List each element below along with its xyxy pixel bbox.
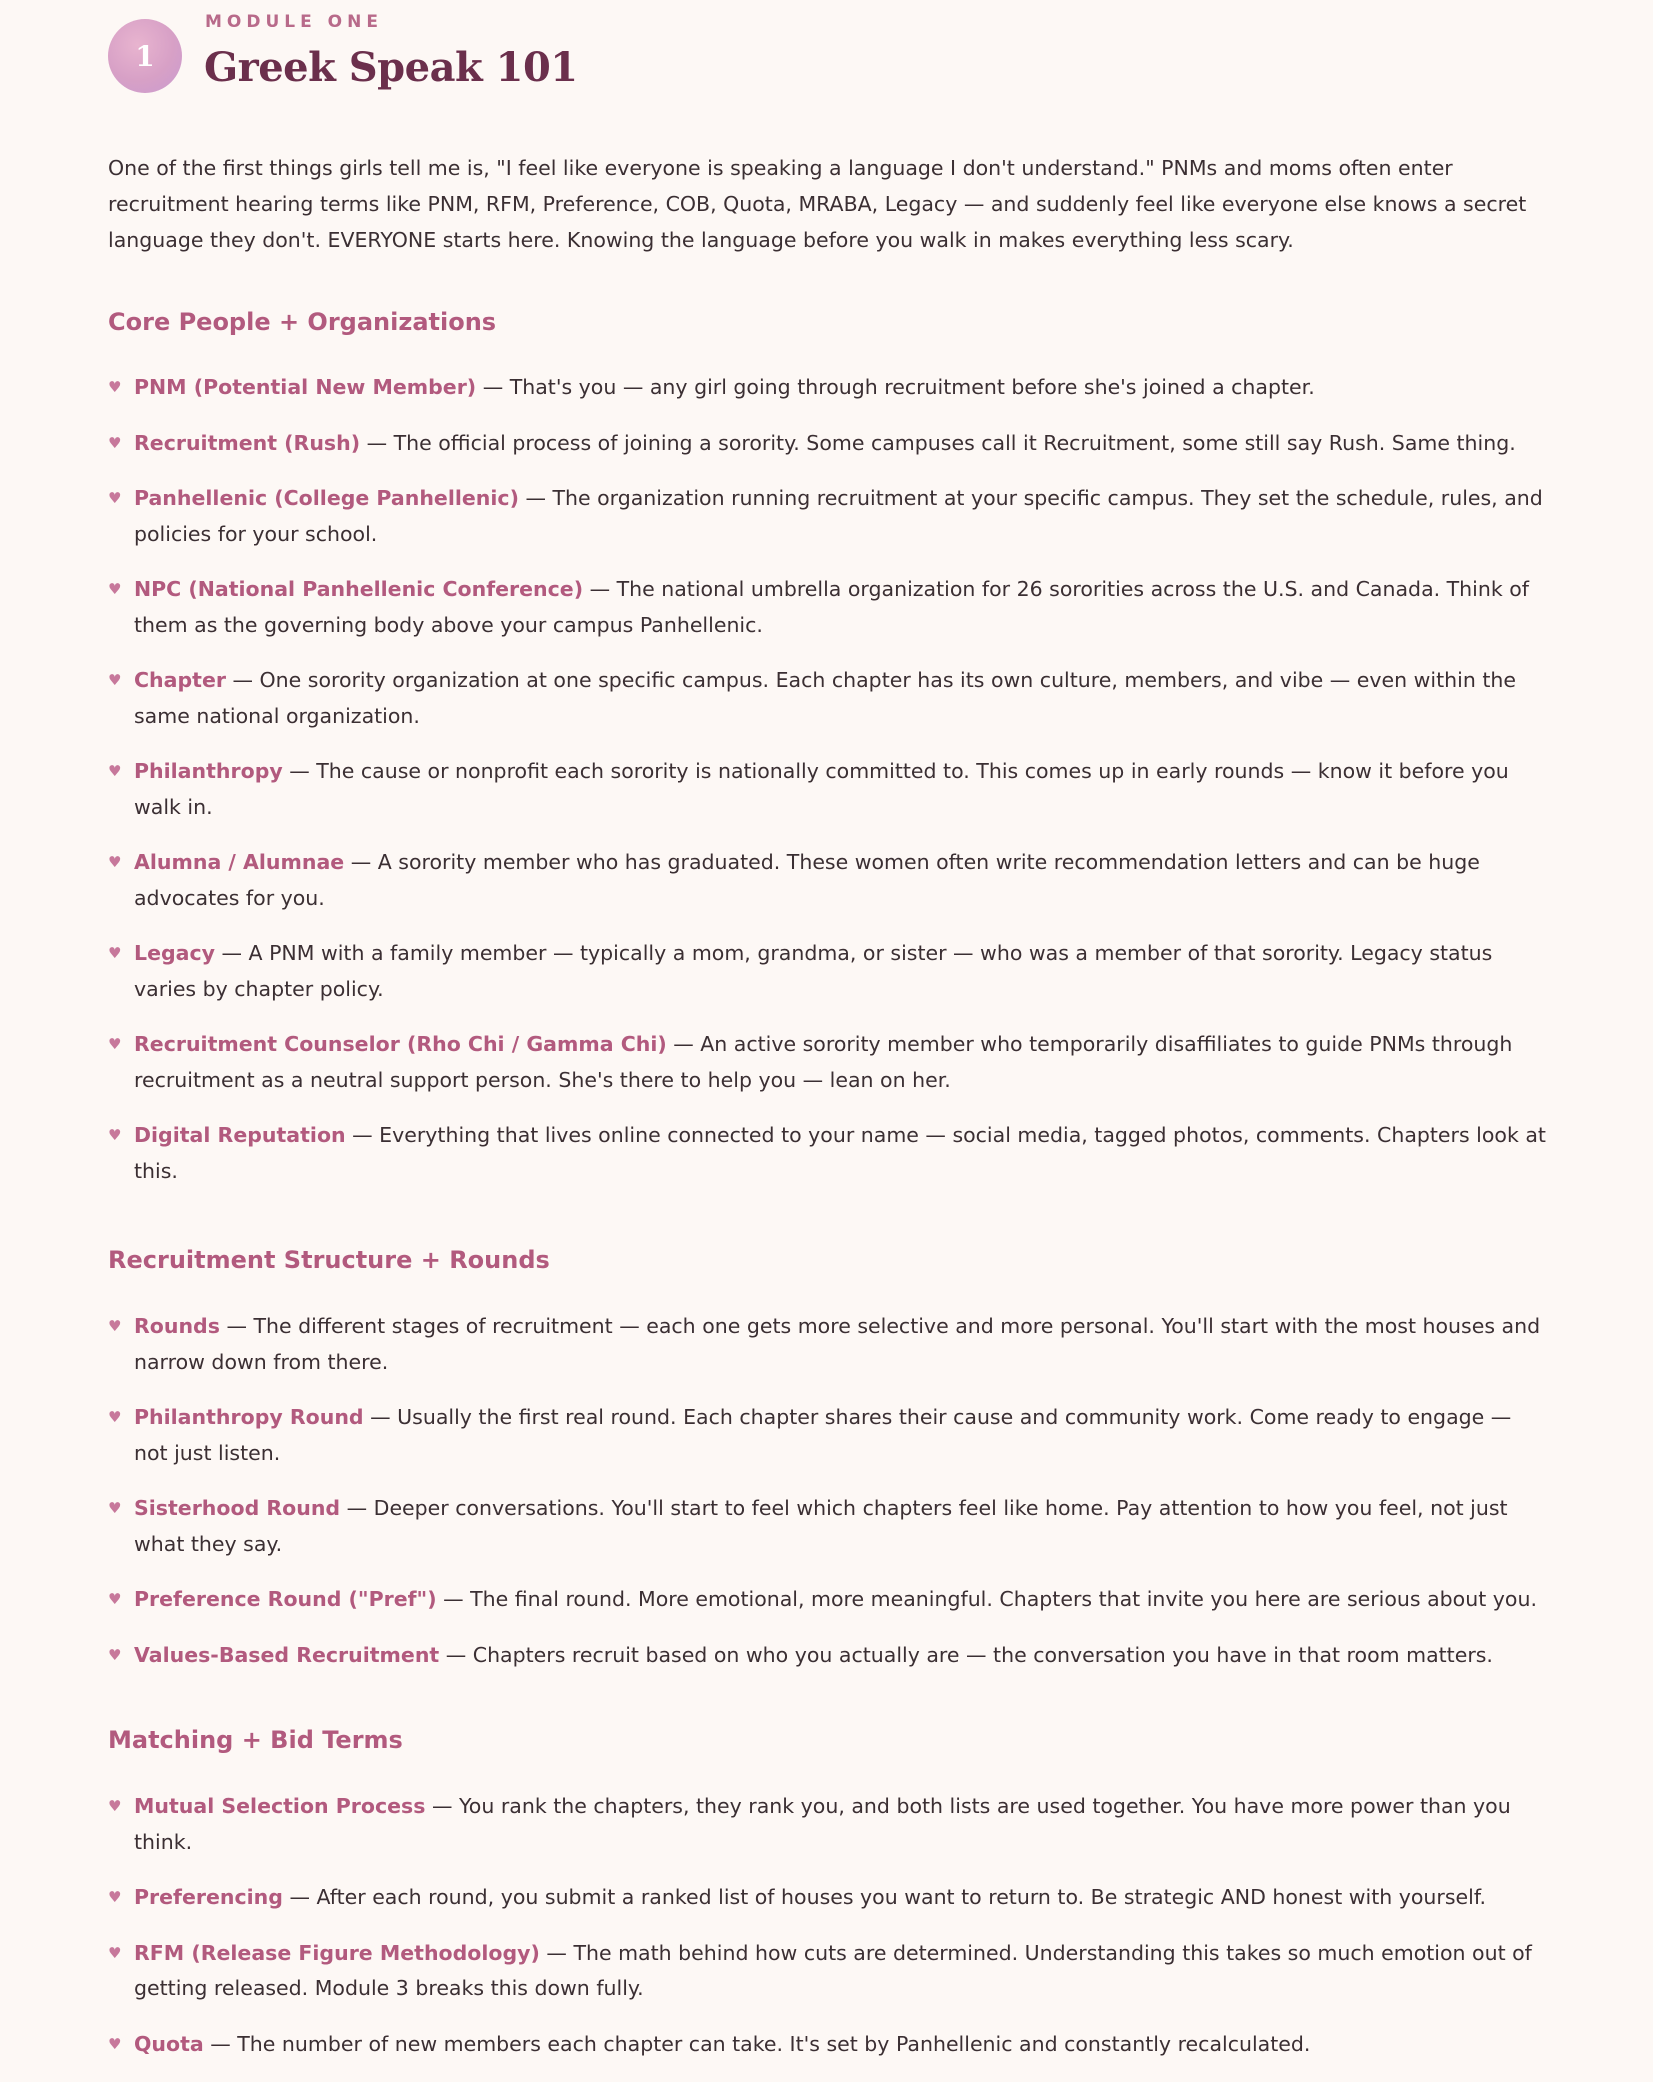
section-heading-matching: Matching + Bid Terms	[108, 1726, 403, 1754]
term-name: Preference Round ("Pref")	[134, 1587, 437, 1611]
term-item	[108, 1880, 1548, 1916]
term-definition: — An active sorority member who temporarily disaffiliates to guide PNMs through recruitment as a neutral support person. She's there to help you — lean on her.	[134, 1032, 1513, 1092]
heart-bullet-icon: ♥	[108, 580, 122, 598]
term-name: Values-Based Recruitment	[134, 1642, 440, 1667]
term-list-matching	[108, 1789, 1548, 2082]
term-definition: — A PNM with a family member — typically a mom, grandma, or sister — who was a member of that sorority. Legacy status varies by chapter policy.	[134, 941, 1493, 1001]
heart-bullet-icon: ♥	[108, 1499, 122, 1517]
term-definition: — Deeper conversations. You'll start to feel which chapters feel like home. Pay attention to how you feel, not just what they say.	[134, 1496, 1508, 1556]
term-name: Panhellenic (College Panhellenic)	[134, 486, 519, 510]
heart-bullet-icon: ♥	[108, 2034, 122, 2053]
term-name: NPC (National Panhellenic Conference)	[134, 577, 584, 601]
term-definition: — After each round, you submit a ranked list of houses you want to return to. Be strategic AND honest with yourself.	[282, 1885, 1487, 1909]
heart-bullet-icon: ♥	[108, 1317, 122, 1335]
heart-bullet-icon: ♥	[108, 671, 122, 689]
term-definition: — Chapters recruit based on who you actually are — the conversation you have in that room matters.	[439, 1642, 1493, 1667]
term-list-rounds	[108, 1309, 1548, 1693]
heart-bullet-icon: ♥	[108, 1035, 122, 1053]
term-definition: — The national umbrella organization for 26 sororities across the U.S. and Canada. Think of them as the governing body above your campus Panhellenic.	[134, 577, 1530, 637]
term-item	[108, 481, 1548, 552]
term-name: Digital Reputation	[134, 1123, 346, 1147]
module-number-badge: 1	[108, 19, 182, 93]
term-item	[108, 1118, 1548, 1189]
heart-bullet-icon: ♥	[108, 1943, 122, 1962]
term-definition: — Everything that lives online connected to your name — social media, tagged photos, comments. Chapters look at this.	[134, 1123, 1546, 1183]
term-item	[108, 426, 1548, 462]
term-item	[108, 1309, 1548, 1380]
term-item	[108, 1400, 1548, 1471]
heart-bullet-icon: ♥	[108, 1590, 122, 1608]
term-definition: — A sorority member who has graduated. These women often write recommendation letters and can be huge advocates for you.	[134, 850, 1480, 910]
term-item	[108, 1491, 1548, 1562]
term-definition: — The math behind how cuts are determined. Understanding this takes so much emotion out of getting released. Module 3 breaks this down fully.	[134, 1940, 1532, 2000]
term-name: Philanthropy	[134, 759, 283, 783]
term-definition: — The organization running recruitment at your specific campus. They set the schedule, rules, and policies for your school.	[134, 486, 1543, 546]
term-name: Chapter	[134, 668, 226, 692]
heart-bullet-icon: ♥	[108, 762, 122, 780]
intro-paragraph: One of the first things girls tell me is, "I feel like everyone is speaking a language I don't understand." PNMs and moms often enter recruitment hearing terms like PNM, RFM, Preference, COB, Quota, MRABA, Legacy — and suddenly feel like everyone else knows a secret language they don't. EVERYONE starts here. Knowing the language before you walk in makes everything less scary.	[108, 156, 1527, 252]
heart-bullet-icon: ♥	[108, 853, 122, 871]
term-definition: — One sorority organization at one specific campus. Each chapter has its own culture, members, and vibe — even within the same national organization.	[134, 668, 1516, 728]
term-item	[108, 1789, 1548, 1860]
term-definition: — The final round. More emotional, more meaningful. Chapters that invite you here are serious about you.	[436, 1587, 1537, 1611]
heart-bullet-icon: ♥	[108, 489, 122, 507]
term-definition: — Usually the first real round. Each chapter shares their cause and community work. Come ready to engage — not just listen.	[134, 1405, 1512, 1465]
term-name: Quota	[134, 2031, 204, 2056]
term-list-core	[108, 370, 1548, 1209]
term-name: Alumna / Alumnae	[134, 850, 345, 874]
term-name: Mutual Selection Process	[134, 1794, 426, 1818]
heart-bullet-icon: ♥	[108, 1645, 122, 1664]
section-heading-rounds: Recruitment Structure + Rounds	[108, 1246, 550, 1274]
term-item	[108, 370, 1548, 406]
heart-bullet-icon: ♥	[108, 1408, 122, 1426]
term-name: Recruitment Counselor (Rho Chi / Gamma Chi)	[134, 1032, 667, 1056]
term-name: Preferencing	[134, 1885, 283, 1909]
heart-bullet-icon: ♥	[108, 1126, 122, 1144]
term-item	[108, 2027, 1548, 2063]
term-name: Legacy	[134, 941, 215, 965]
term-item	[108, 845, 1548, 916]
heart-bullet-icon: ♥	[108, 944, 122, 962]
module-page	[108, 0, 1548, 2056]
term-item	[108, 572, 1548, 643]
heart-bullet-icon: ♥	[108, 1888, 122, 1906]
heart-bullet-icon: ♥	[108, 1797, 122, 1815]
heart-bullet-icon: ♥	[108, 433, 122, 452]
term-item	[108, 754, 1548, 825]
term-name: Philanthropy Round	[134, 1405, 364, 1429]
term-item	[108, 1582, 1548, 1618]
section-heading-core: Core People + Organizations	[108, 308, 497, 336]
module-eyebrow: MODULE ONE	[205, 12, 383, 32]
module-title: Greek Speak 101	[204, 44, 578, 91]
term-definition: — You rank the chapters, they rank you, and both lists are used together. You have more power than you think.	[134, 1794, 1511, 1854]
heart-bullet-icon: ♥	[108, 378, 122, 396]
term-name: Sisterhood Round	[134, 1496, 341, 1520]
term-name: RFM (Release Figure Methodology)	[134, 1940, 540, 1965]
term-item	[108, 663, 1548, 734]
term-name: PNM (Potential New Member)	[134, 375, 477, 399]
term-definition: — The official process of joining a sorority. Some campuses call it Recruitment, some still say Rush. Same thing.	[360, 430, 1516, 455]
term-definition: — That's you — any girl going through recruitment before she's joined a chapter.	[476, 375, 1315, 399]
term-definition: — The different stages of recruitment — each one gets more selective and more personal. You'll start with the most houses and narrow down from there.	[134, 1314, 1541, 1374]
term-name: Rounds	[134, 1314, 220, 1338]
term-item	[108, 936, 1548, 1007]
term-definition: — The cause or nonprofit each sorority is nationally committed to. This comes up in early rounds — know it before you walk in.	[134, 759, 1509, 819]
term-item	[108, 1638, 1548, 1674]
term-name: Recruitment (Rush)	[134, 430, 361, 455]
term-item	[108, 1936, 1548, 2007]
term-item	[108, 1027, 1548, 1098]
module-header	[108, 0, 1548, 120]
term-definition: — The number of new members each chapter can take. It's set by Panhellenic and constantly recalculated.	[203, 2031, 1311, 2056]
